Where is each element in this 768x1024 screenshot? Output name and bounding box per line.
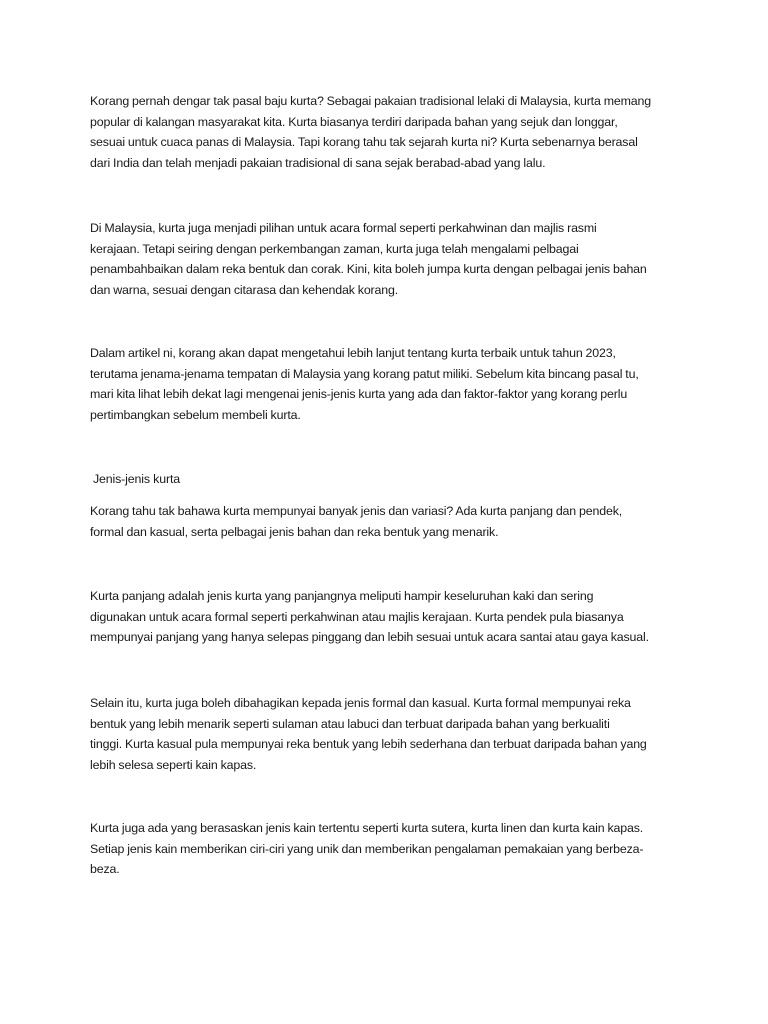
text-line: Di Malaysia, kurta juga menjadi pilihan untuk acara formal seperti perkahwinan dan majlis rasmi <box>90 221 597 235</box>
text-line: kerajaan. Tetapi seiring dengan perkembangan zaman, kurta juga telah mengalami pelbagai <box>90 241 579 256</box>
paragraph-intro <box>90 91 680 173</box>
text-line: pertimbangkan sebelum membeli kurta. <box>90 407 301 422</box>
text-line: lebih selesa seperti kain kapas. <box>90 757 257 772</box>
text-line: Setiap jenis kain memberikan ciri-ciri yang unik dan memberikan pengalaman pemakaian yang berbeza- <box>90 841 644 856</box>
text-line: Kurta juga ada yang berasaskan jenis kain tertentu seperti kurta sutera, kurta linen dan kurta kain kapas. <box>90 821 644 835</box>
text-line: Selain itu, kurta juga boleh dibahagikan kepada jenis formal dan kasual. Kurta formal mempunyai reka <box>90 696 631 710</box>
text-line: terutama jenama-jenama tempatan di Malaysia yang korang patut miliki. Sebelum kita bincang pasal tu, <box>90 366 639 381</box>
text-line: formal dan kasual, serta pelbagai jenis bahan dan reka bentuk yang menarik. <box>90 524 499 539</box>
text-line: beza. <box>90 862 120 876</box>
paragraph-malaysia <box>90 218 680 300</box>
section-heading: Jenis-jenis kurta <box>93 472 180 486</box>
text-line: Dalam artikel ni, korang akan dapat mengetahui lebih lanjut tentang kurta terbaik untuk tahun 2023, <box>90 346 616 360</box>
text-line: mempunyai panjang yang hanya selepas pinggang dan lebih sesuai untuk acara santai atau gaya kasual. <box>90 630 649 644</box>
paragraph-long-short <box>90 586 680 648</box>
paragraph-article <box>90 343 680 425</box>
text-line: bentuk yang lebih menarik seperti sulaman atau labuci dan terbuat daripada bahan yang berkualiti <box>90 716 610 731</box>
text-line: Kurta panjang adalah jenis kurta yang panjangnya meliputi hampir keseluruhan kaki dan sering <box>90 589 594 603</box>
text-line: mari kita lihat lebih dekat lagi mengenai jenis-jenis kurta yang ada dan faktor-faktor yang korang perlu <box>90 387 628 401</box>
text-line: Korang tahu tak bahawa kurta mempunyai banyak jenis dan variasi? Ada kurta panjang dan pendek, <box>90 504 623 518</box>
text-line: dari India dan telah menjadi pakaian tradisional di sana sejak berabad-abad yang lalu. <box>90 155 546 170</box>
text-line: tinggi. Kurta kasual pula mempunyai reka bentuk yang lebih sederhana dan terbuat daripada bahan yang <box>90 737 647 751</box>
text-line: penambahbaikan dalam reka bentuk dan corak. Kini, kita boleh jumpa kurta dengan pelbagai jenis bahan <box>90 262 647 276</box>
text-line: digunakan untuk acara formal seperti perkahwinan atau majlis kerajaan. Kurta pendek pula biasanya <box>90 609 624 624</box>
paragraph-formal-casual <box>90 693 680 775</box>
text-line: sesuai untuk cuaca panas di Malaysia. Tapi korang tahu tak sejarah kurta ni? Kurta sebenarnya berasal <box>90 135 638 149</box>
paragraph-fabric <box>90 818 680 880</box>
text-line: Korang pernah dengar tak pasal baju kurta? Sebagai pakaian tradisional lelaki di Malaysia, kurta memang <box>90 94 651 108</box>
text-line: popular di kalangan masyarakat kita. Kurta biasanya terdiri daripada bahan yang sejuk dan longgar, <box>90 114 618 129</box>
text-line: dan warna, sesuai dengan citarasa dan kehendak korang. <box>90 282 399 297</box>
paragraph-types <box>90 501 680 542</box>
